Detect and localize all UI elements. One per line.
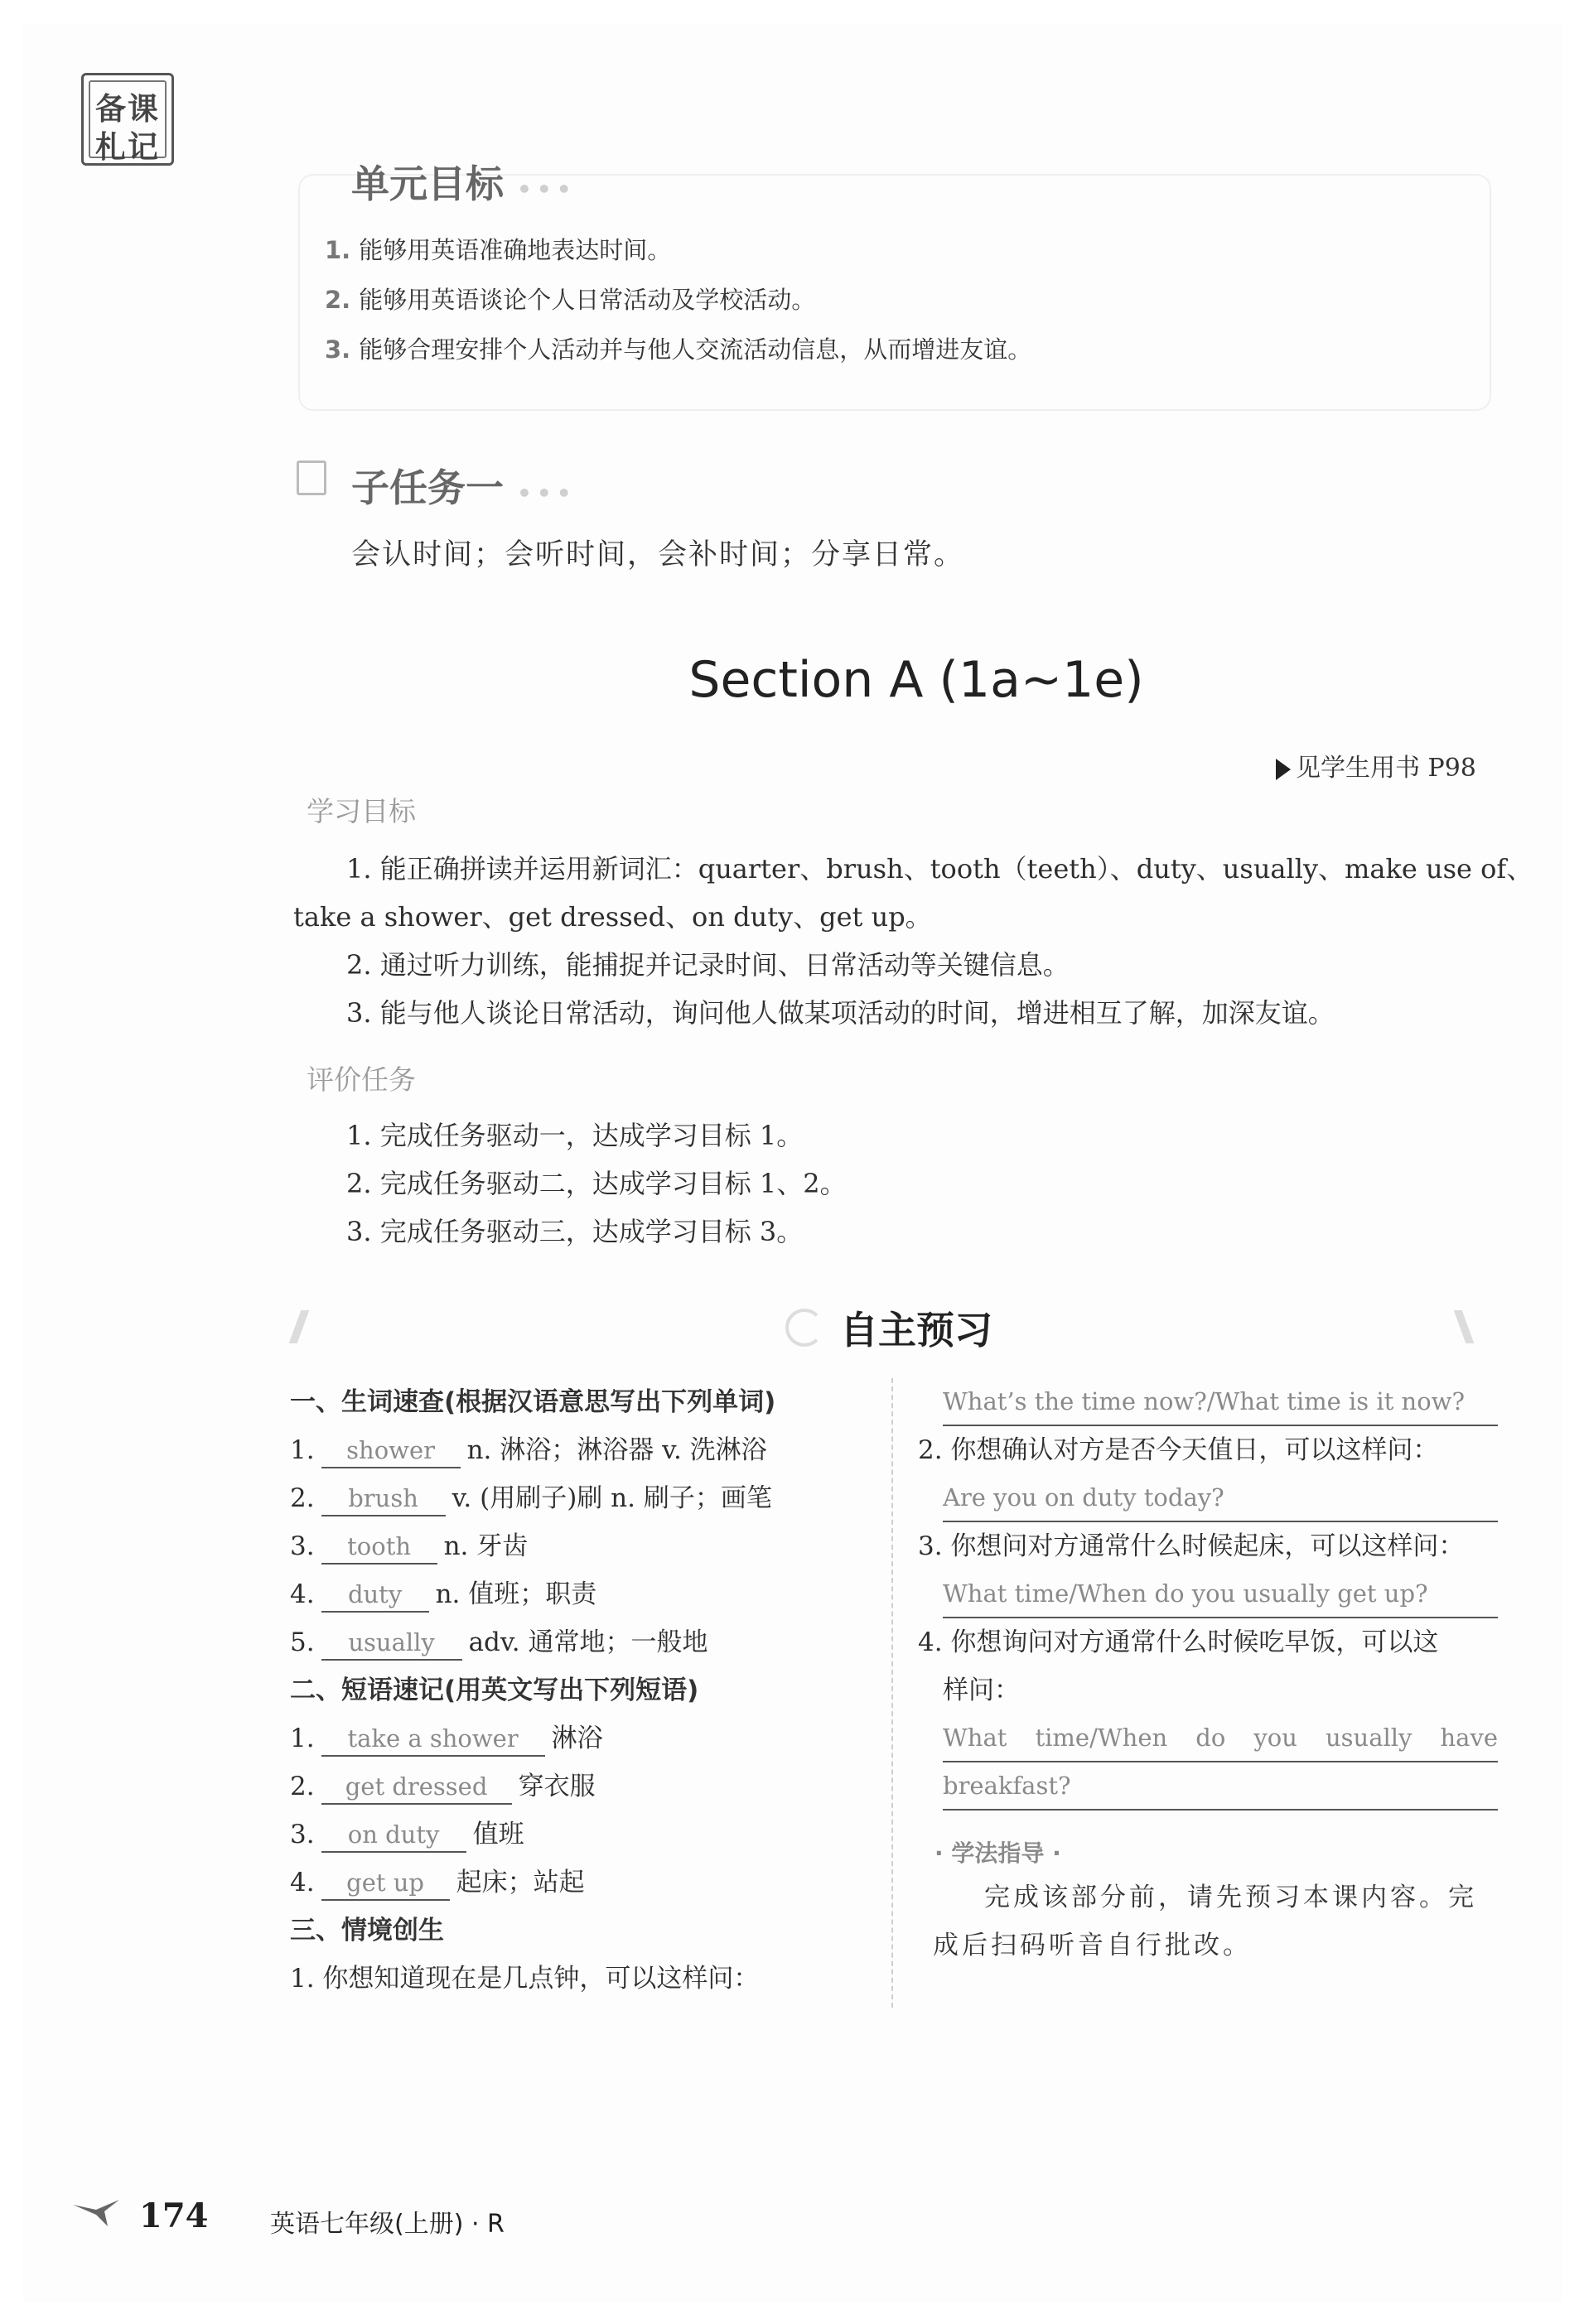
phrase-meaning: 淋浴 <box>551 1724 603 1753</box>
see-book-text: 见学生用书 P98 <box>1296 754 1476 783</box>
section-title: Section A (1a~1e) <box>688 651 1144 709</box>
phrase-meaning: 穿衣服 <box>518 1772 596 1801</box>
unit-goals-title: 单元目标 <box>351 162 504 206</box>
badge-line-2: 札记 <box>95 129 160 165</box>
goal-number: 1. <box>325 236 351 264</box>
word-row <box>290 1522 886 1570</box>
evaluation-item: 3. 完成任务驱动三，达成学习目标 3。 <box>346 1216 804 1247</box>
dots-decoration: ••• <box>517 176 577 203</box>
self-study-right-column <box>918 1378 1498 1970</box>
part3-title: 三、情境创生 <box>290 1916 444 1946</box>
answer-blank: shower <box>321 1434 461 1468</box>
badge-line-1: 备课 <box>95 91 160 127</box>
dots-decoration: ••• <box>517 480 577 507</box>
item-number: 1. <box>290 1724 315 1753</box>
subtask-title: 子任务一 <box>351 465 504 510</box>
page-number: 174 <box>139 2196 209 2235</box>
answer-blank: brush <box>321 1482 446 1516</box>
phrase-row <box>290 1811 886 1859</box>
word-meaning: n. 淋浴；淋浴器 v. 洗淋浴 <box>466 1435 767 1465</box>
phrase-meaning: 起床；站起 <box>456 1868 585 1897</box>
play-triangle-icon <box>1276 759 1291 780</box>
answer-blank: on duty <box>321 1818 466 1853</box>
part2-title: 二、短语速记(用英文写出下列短语) <box>290 1675 699 1705</box>
subtask-box-icon <box>297 460 326 495</box>
part1-title: 一、生词速查(根据汉语意思写出下列单词) <box>290 1387 776 1417</box>
answer-line: What time/When do you usually have <box>943 1714 1498 1762</box>
footer-arrow-icon <box>71 2195 121 2228</box>
word-row <box>290 1618 886 1666</box>
column-divider <box>891 1378 893 2008</box>
item-number: 2. <box>290 1772 315 1801</box>
phrase-row <box>290 1714 886 1762</box>
item-number: 3. <box>290 1531 315 1561</box>
evaluation-label: 评价任务 <box>307 1063 416 1096</box>
answer-blank: take a shower <box>321 1722 545 1757</box>
subtask-description: 会认时间；会听时间，会补时间；分享日常。 <box>351 538 965 571</box>
item-number: 4. <box>290 1579 315 1609</box>
answer-line: What’s the time now?/What time is it now? <box>943 1378 1498 1426</box>
item-number: 3. <box>290 1820 315 1849</box>
situation-question-2: 2. 你想确认对方是否今天值日，可以这样问： <box>918 1435 1439 1465</box>
goal-number: 2. <box>325 286 351 314</box>
subtask-heading <box>351 458 577 513</box>
situation-question-4-cont: 样问： <box>943 1675 1020 1705</box>
answer-blank: tooth <box>321 1530 437 1565</box>
unit-goal-item <box>325 282 815 316</box>
learning-goals-label: 学习目标 <box>307 795 416 827</box>
unit-goal-item <box>325 331 1031 365</box>
self-study-left-column <box>290 1378 886 2003</box>
item-number: 5. <box>290 1627 315 1657</box>
learning-goal-line: take a shower、get dressed、on duty、get up。 <box>293 901 932 933</box>
answer-blank: get up <box>321 1866 450 1901</box>
unit-goal-item <box>325 232 671 266</box>
situation-question-4: 4. 你想询问对方通常什么时候吃早饭，可以这 <box>918 1627 1439 1657</box>
learning-goal-line: 1. 能正确拼读并运用新词汇：quarter、brush、tooth（teeth）、duty、usually、make use of、 <box>346 853 1533 885</box>
see-student-book-ref <box>1276 747 1476 784</box>
answer-line: What time/When do you usually get up? <box>943 1570 1498 1618</box>
evaluation-item: 1. 完成任务驱动一，达成学习目标 1。 <box>346 1120 804 1151</box>
item-number: 4. <box>290 1868 315 1897</box>
book-title: 英语七年级(上册) · R <box>270 2210 505 2239</box>
item-number: 2. <box>290 1483 315 1513</box>
goal-text: 能够合理安排个人活动并与他人交流活动信息，从而增进友谊。 <box>359 335 1032 364</box>
method-guide-title: · 学法指导 · <box>934 1839 1061 1867</box>
evaluation-item: 2. 完成任务驱动二，达成学习目标 1、2。 <box>346 1168 847 1199</box>
item-number: 1. <box>290 1435 315 1465</box>
answer-line: Are you on duty today? <box>943 1474 1498 1522</box>
phrase-row <box>290 1859 886 1907</box>
answer-blank: get dressed <box>321 1770 512 1805</box>
word-meaning: v. (用刷子)刷 n. 刷子；画笔 <box>452 1483 772 1513</box>
word-meaning: n. 值班；职责 <box>435 1579 597 1609</box>
answer-line: breakfast? <box>943 1762 1498 1811</box>
goal-text: 能够用英语准确地表达时间。 <box>359 236 672 264</box>
goal-number: 3. <box>325 335 351 364</box>
word-row <box>290 1570 886 1618</box>
phrase-row <box>290 1762 886 1811</box>
phrase-meaning: 值班 <box>472 1820 524 1849</box>
answer-blank: duty <box>321 1578 429 1613</box>
word-meaning: n. 牙齿 <box>443 1531 529 1561</box>
situation-question-3: 3. 你想问对方通常什么时候起床，可以这样问： <box>918 1531 1465 1561</box>
answer-blank: usually <box>321 1626 462 1661</box>
word-meaning: adv. 通常地；一般地 <box>468 1627 708 1657</box>
unit-goals-heading <box>351 154 577 209</box>
self-study-title: 自主预习 <box>840 1308 992 1352</box>
method-guide-text: 成后扫码听音自行批改。 <box>933 1931 1252 1960</box>
method-guide-text: 完成该部分前，请先预习本课内容。完 <box>984 1883 1477 1912</box>
learning-goal-line: 3. 能与他人谈论日常活动，询问他人做某项活动的时间，增进相互了解，加深友谊。 <box>346 997 1335 1029</box>
goal-text: 能够用英语谈论个人日常活动及学校活动。 <box>359 286 816 314</box>
word-row <box>290 1426 886 1474</box>
situation-question-1: 1. 你想知道现在是几点钟，可以这样问： <box>290 1964 760 1994</box>
notes-badge <box>81 73 174 166</box>
word-row <box>290 1474 886 1522</box>
learning-goal-line: 2. 通过听力训练，能捕捉并记录时间、日常活动等关键信息。 <box>346 949 1070 981</box>
